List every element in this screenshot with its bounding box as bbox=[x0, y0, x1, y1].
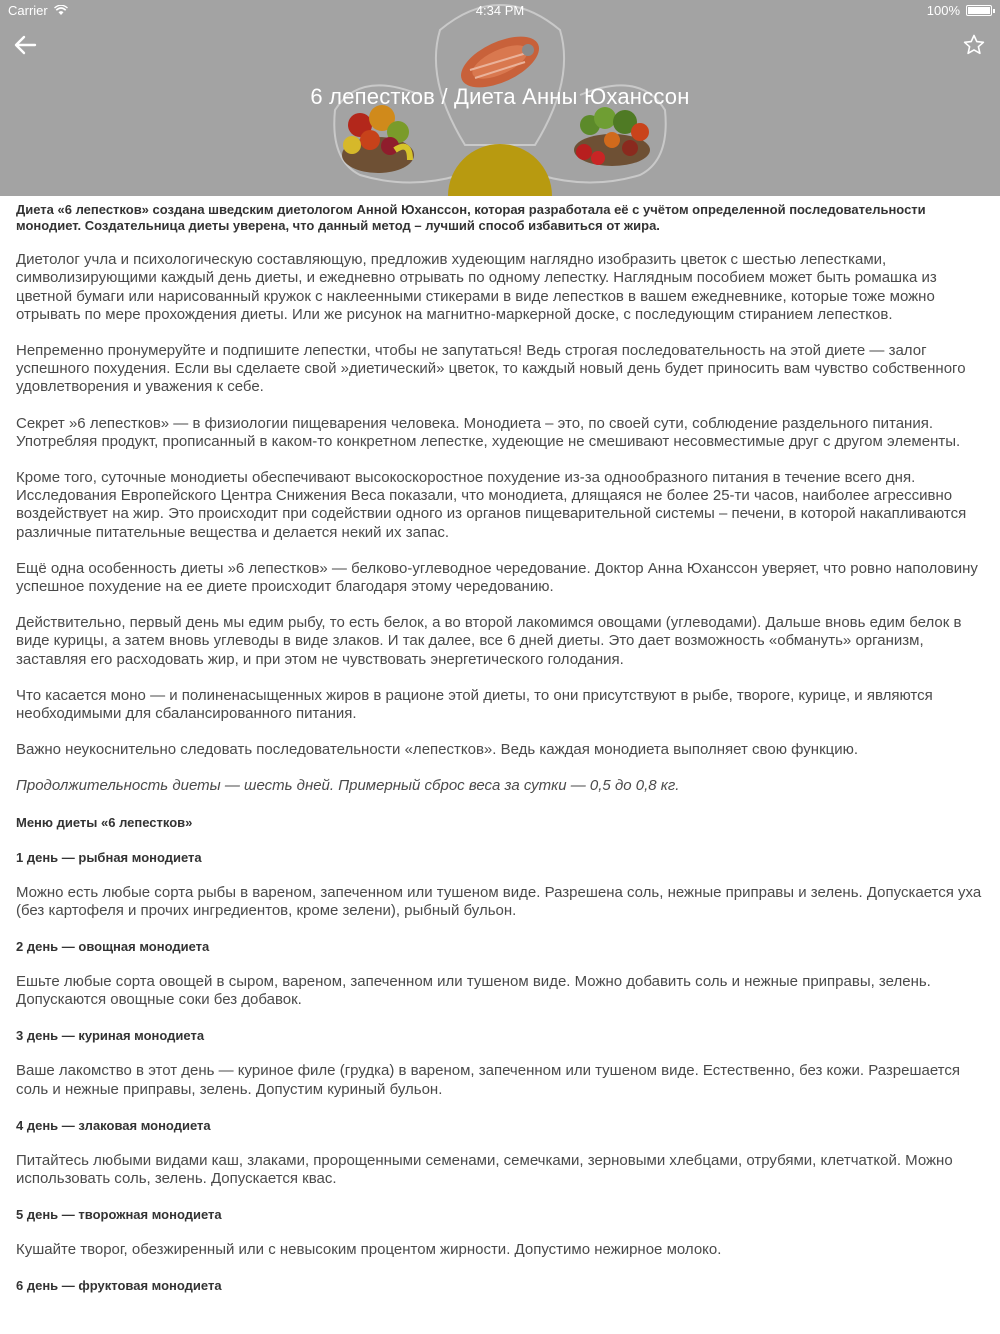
day-description: Ешьте любые сорта овощей в сыром, вареном, запеченном или тушеном виде. Можно добавить соль и нежные приправы, зелень. Допускаются овощные соки без добавок. bbox=[16, 973, 931, 1009]
status-bar bbox=[0, 0, 1000, 22]
status-time: 4:34 PM bbox=[475, 3, 525, 18]
article-paragraph: Диетолог учла и психологическую составляющую, предложив худеющим наглядно изобразить цветок с шестью лепестками, символизирующими каждый день диеты, и ежедневно отрывать по одному лепестку. Наглядным пособием может быть ромашка из цветной бумаги или нарисованный кружок с наклеенными стикерами в виде лепестков в вашем ежедневнике, которые тоже можно отрывать по мере прохождения диеты. Или же рисунок на магнитно-маркерной доске, с последующим стиранием лепестков. bbox=[16, 251, 937, 323]
article-paragraph: Непременно пронумеруйте и подпишите лепестки, чтобы не запутаться! Ведь строгая последовательность на этой диете — залог успешного похудения. Если вы сделаете свой »диетический» цветок, то каждый новый день будет приносить вам чувство собственного удовлетворения и уважения к себе. bbox=[16, 342, 966, 396]
day-description: Кушайте творог, обезжиренный или с невысоким процентом жирности. Допустимо нежирное молоко. bbox=[16, 1241, 722, 1259]
article-intro: Диета «6 лепестков» создана шведским диетологом Анной Юханссон, которая разработала её с учётом определенной последовательности монодиет. Создательница диеты уверена, что данный метод – лучший способ избавиться от жира. bbox=[16, 202, 926, 233]
star-outline-icon bbox=[962, 33, 986, 57]
day-heading: 3 день — куриная монодиета bbox=[16, 1028, 205, 1044]
article-paragraph: Что касается моно — и полиненасыщенных жиров в рационе этой диеты, то они присутствуют в рыбе, твороге, курице, и являются необходимыми для сбалансированного питания. bbox=[16, 686, 933, 723]
menu-heading: Меню диеты «6 лепестков» bbox=[16, 814, 193, 830]
day-description: Можно есть любые сорта рыбы в вареном, запеченном или тушеном виде. Разрешена соль, нежные приправы и зелень. Допускается уха (без картофеля и прочих ингредиентов, кроме зелени), рыбный бульон. bbox=[16, 883, 982, 919]
duration-note: Продолжительность диеты — шесть дней. Примерный сброс веса за сутки — 0,5 до 0,8 кг. bbox=[16, 777, 680, 795]
back-button[interactable] bbox=[8, 30, 42, 60]
battery-label: 100% bbox=[926, 3, 960, 18]
article-paragraph: Кроме того, суточные монодиеты обеспечивают высокоскоростное похудение из-за однообразного питания в течение всего дня. Исследования Европейского Центра Снижения Веса показали, что монодиета, длящаяся не более 25-ти часов, наиболее агрессивно воздействует на жир. Это происходит при содействии одного из органов пищеварительной системы – печени, в которой накапливаются различные питательные вещества и делается некий их запас. bbox=[16, 469, 967, 541]
article-paragraph: Важно неукоснительно следовать последовательности «лепестков». Ведь каждая монодиета выполняет свою функцию. bbox=[16, 741, 859, 759]
day-heading: 1 день — рыбная монодиета bbox=[16, 849, 202, 865]
day-description: Ваше лакомство в этот день — куриное филе (грудка) в вареном, запеченном или тушеном виде. Естественно, без кожи. Разрешается соль и нежные приправы, зелень. Допустим куриный бульон. bbox=[16, 1062, 960, 1098]
day-heading: 6 день — фруктовая монодиета bbox=[16, 1278, 222, 1294]
day-heading: 2 день — овощная монодиета bbox=[16, 939, 210, 955]
day-heading: 5 день — творожная монодиета bbox=[16, 1207, 222, 1223]
article-paragraph: Секрет »6 лепестков» — в физиологии пищеварения человека. Монодиета – это, по своей сути, соблюдение раздельного питания. Употребляя продукт, прописанный в каком-то конкретном лепестке, худеющие не смешивают несовместимые друг с другом элементы. bbox=[16, 414, 961, 450]
day-heading: 4 день — злаковая монодиета bbox=[16, 1117, 211, 1133]
favorite-button[interactable] bbox=[958, 30, 990, 60]
arrow-left-icon bbox=[13, 35, 37, 55]
battery-indicator bbox=[927, 3, 992, 18]
battery-icon bbox=[966, 5, 992, 16]
article-paragraph: Ещё одна особенность диеты »6 лепестков» — белково-углеводное чередование. Доктор Анна Юханссон уверяет, что ровно наполовину успешное похудение на ее диете происходит благодаря этому чередованию. bbox=[16, 559, 978, 596]
article-paragraph: Действительно, первый день мы едим рыбу, то есть белок, а во второй лакомимся овощами (углеводами). Дальше вновь едим белок в виде курицы, а затем вновь углеводы в виде злаков. И так далее, все 6 дней диеты. Это дает возможность «обмануть» организм, заставляя его расходовать жир, и при этом не чувствовать энергетического голодания. bbox=[16, 614, 962, 668]
article-body bbox=[16, 202, 986, 1312]
carrier-label: Carrier bbox=[8, 3, 48, 18]
header bbox=[0, 0, 1000, 196]
page-title: 6 лепестков / Диета Анны Юханссон bbox=[310, 84, 690, 109]
day-description: Питайтесь любыми видами каш, злаками, пророщенными семенами, семечками, зерновыми хлебцами, отрубями, клетчаткой. Можно использовать соль, зелень. Допускается квас. bbox=[16, 1151, 953, 1188]
